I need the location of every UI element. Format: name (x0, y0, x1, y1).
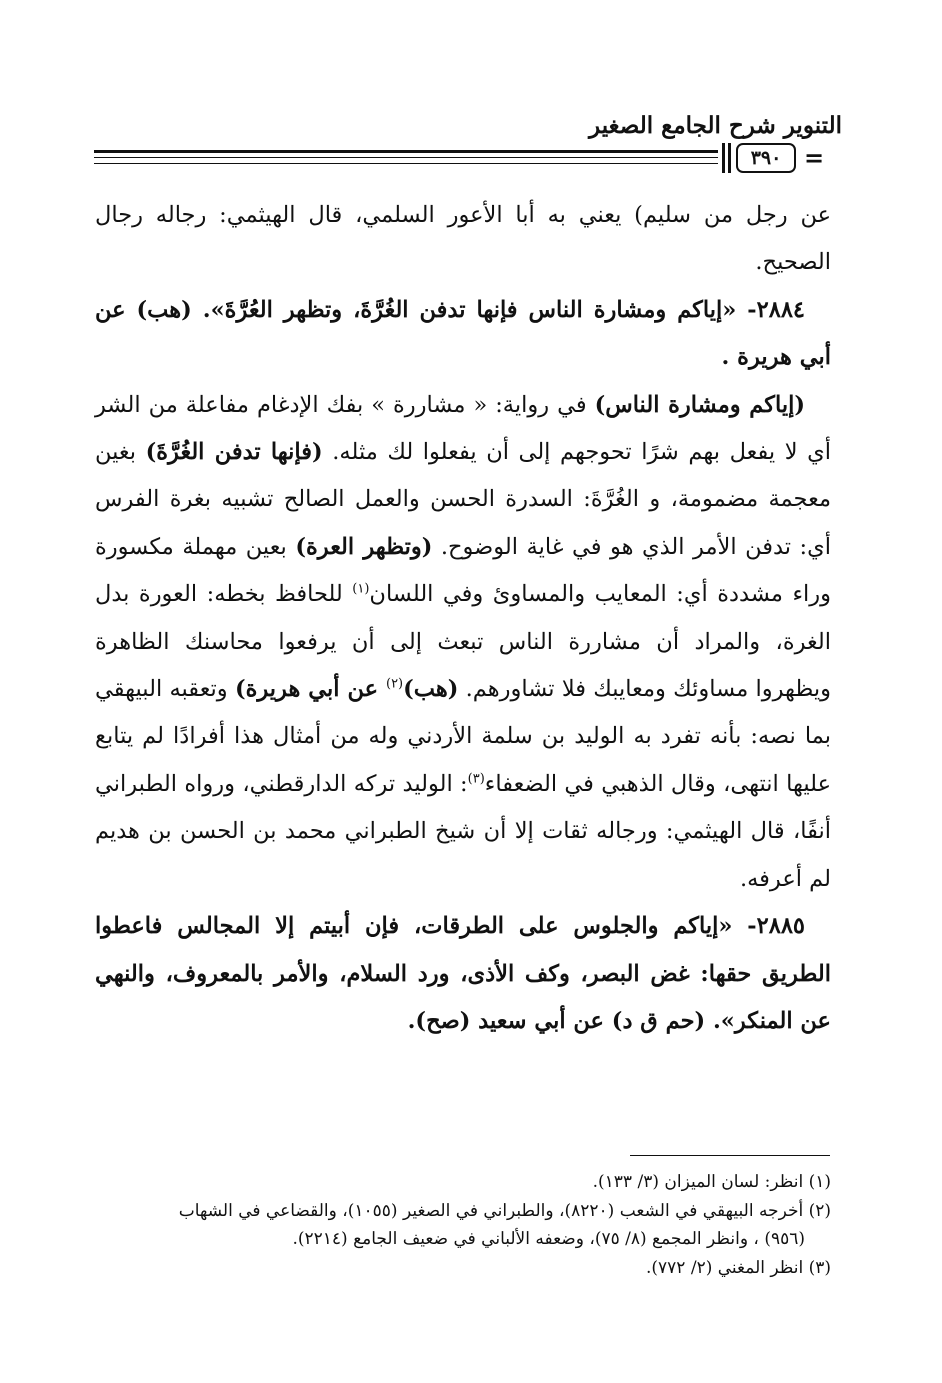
footnote-2: (٢) أخرجه البيهقي في الشعب (٨٢٢٠)، والطبراني في الصغير (١٠٥٥)، والقضاعي في الشهاب (178, 1200, 831, 1221)
running-title: التنوير شرح الجامع الصغير (589, 112, 842, 139)
commentary-text: في رواية: « مشاررة » بفك الإدغام مفاعلة من الشر أي لا يفعل بهم شرًا تحوجهم إلى أن يفعلوا لك مثله. (95, 391, 831, 466)
lemma: (إياكم ومشارة الناس) (594, 391, 805, 418)
lemma: عن أبي هريرة) (234, 676, 386, 703)
hadith-2885: ٢٨٨٥- «إياكم والجلوس على الطرقات، فإن أبيتم إلا المجالس فاعطوا الطريق حقها: غض البصر، وكف الأذى، ورد السلام، والأمر بالمعروف، والنهي عن المنكر». (حم ق د) عن أبي سعيد (صح). (95, 913, 831, 1034)
footnote-3: (٣) انظر المغني (٢/ ٧٧٢). (645, 1257, 831, 1278)
lemma: (فإنها تدفن الغُرَّةَ) (145, 439, 323, 466)
lemma: (وتظهر العرة) (295, 533, 433, 560)
hadith-2884: ٢٨٨٤- «إياكم ومشارة الناس فإنها تدفن الغُرَّةَ، وتظهر العُرَّةَ». (هب) عن أبي هريرة . (95, 296, 831, 371)
header-rule-thick (94, 150, 718, 153)
paragraph-continuation: عن رجل من سليم) يعني به أبا الأعور السلمي، قال الهيثمي: رجاله رجال الصحيح. (95, 202, 831, 276)
footnote-ref-2: (٢) (385, 676, 404, 692)
box-bar-left (722, 143, 725, 173)
page-number-mark: = (804, 143, 825, 172)
footnote-ref-3: (٣) (467, 771, 485, 787)
header-rule-thin-lower (94, 163, 718, 164)
lemma: (هب) (403, 676, 459, 703)
footnote-separator (630, 1155, 830, 1156)
commentary-2884 (95, 382, 831, 903)
commentary-text: للحافظ بخطه: العورة بدل الغرة، والمراد أن مشاررة الناس تبعث إلى أن يرفعوا محاسنك الظاهرة ويظهروا مساوئك ومعايبك فلا تشاورهم. (95, 581, 831, 703)
header-rule-thin (94, 157, 718, 158)
commentary-text: وتعقبه البيهقي بما نصه: بأنه تفرد به الوليد بن سلمة الأردني وله من أمثال هذا أفرادًا لم يتابع عليها انتهى، وقال الذهبي في الضعفاء (95, 676, 832, 797)
footnote-2-continuation: (٩٥٦) ، وانظر المجمع (٨/ ٧٥)، وضعفه الألباني في ضعيف الجامع (٢٢١٤). (292, 1229, 805, 1249)
page-number: ٣٩٠ (736, 143, 796, 173)
footnote-ref-1: (١) (352, 581, 370, 597)
box-bar-left-inner (728, 143, 731, 173)
commentary-text: بغين معجمة مضمومة، و الغُرَّةَ: السدرة الحسن والعمل الصالح تشبيه بغرة الفرس أي: تدفن الأمر الذي هو في غاية الوضوح. (95, 439, 832, 560)
commentary-text: : الوليد تركه الدارقطني، ورواه الطبراني أنفًا، قال الهيثمي: ورجاله ثقات إلا أن شيخ الطبراني محمد بن الحسن بن هديم لم أعرفه. (95, 770, 831, 892)
footnotes (95, 1168, 831, 1282)
commentary-text: بعين مهملة مكسورة وراء مشددة أي: المعايب والمساوئ وفي اللسان (95, 533, 832, 608)
footnote-1: (١) انظر: لسان الميزان (٣/ ١٣٣). (592, 1172, 831, 1192)
main-text (95, 192, 831, 1045)
